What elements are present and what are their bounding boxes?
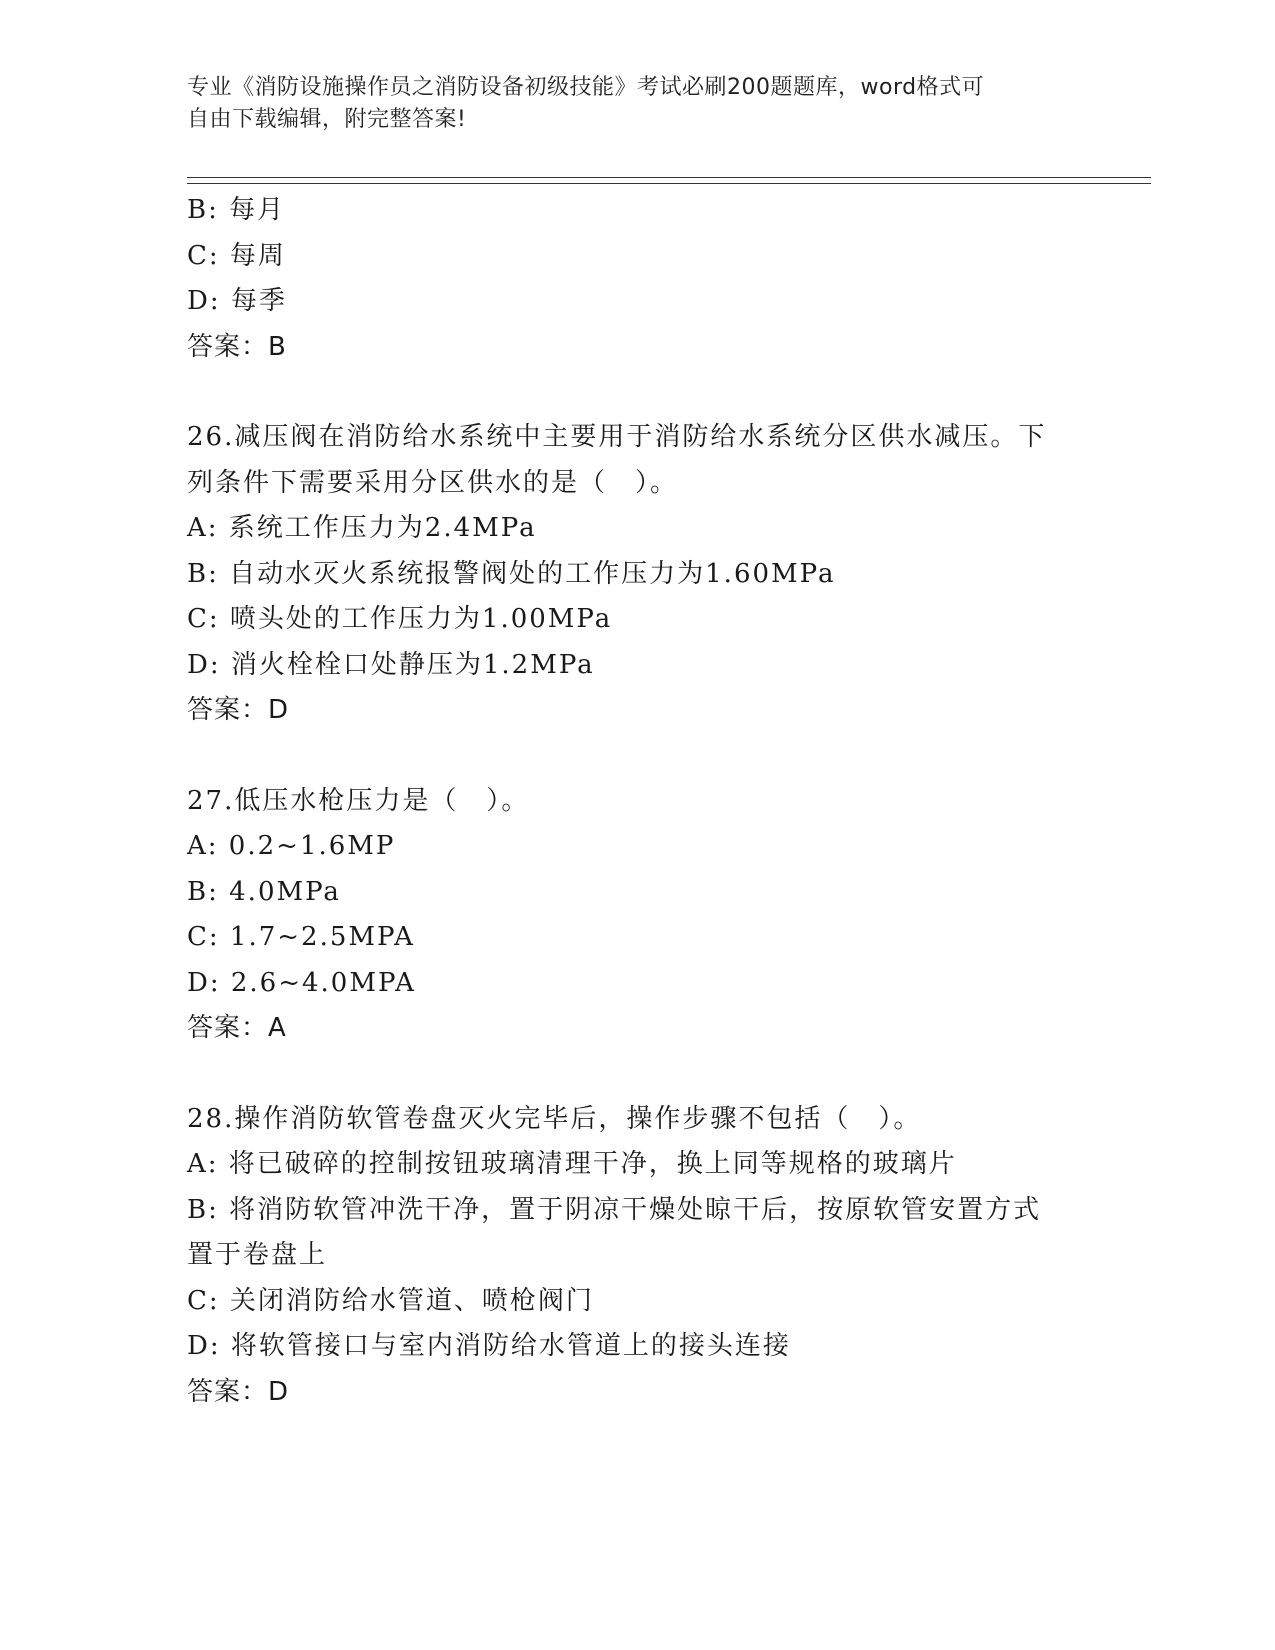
option-d: D: 每季 xyxy=(187,286,287,316)
option-a: A: 0.2~1.6MP xyxy=(187,831,396,861)
question-25-remainder xyxy=(187,188,1067,370)
answer-line: 答案：D xyxy=(187,1376,290,1407)
spacer xyxy=(187,370,1067,415)
option-c: C: 喷头处的工作压力为1.00MPa xyxy=(187,604,613,634)
header-divider xyxy=(187,177,1151,184)
spacer xyxy=(187,734,1067,779)
option-b-continued: 置于卷盘上 xyxy=(187,1240,328,1270)
answer-line: 答案：B xyxy=(187,331,287,362)
option-b: B: 自动水灭火系统报警阀处的工作压力为1.60MPa xyxy=(187,558,836,589)
option-d: D: 将软管接口与室内消防给水管道上的接头连接 xyxy=(187,1331,791,1361)
option-d: D: 2.6~4.0MPA xyxy=(187,967,416,998)
option-c: C: 每周 xyxy=(187,240,286,271)
answer-line: 答案：A xyxy=(187,1013,287,1043)
question-27 xyxy=(187,779,1067,1052)
header-line-1: 专业《消防设施操作员之消防设备初级技能》考试必刷200题题库，word格式可 xyxy=(187,75,985,100)
option-c: C: 关闭消防给水管道、喷枪阀门 xyxy=(187,1285,594,1316)
option-d: D: 消火栓栓口处静压为1.2MPa xyxy=(187,649,595,680)
answer-line: 答案：D xyxy=(187,695,290,725)
question-stem-line: 27.低压水枪压力是（ ）。 xyxy=(187,785,530,816)
question-stem-line: 28.操作消防软管卷盘灭火完毕后，操作步骤不包括（ ）。 xyxy=(187,1103,922,1134)
option-b: B: 每月 xyxy=(187,195,286,225)
option-b: B: 4.0MPa xyxy=(187,876,341,907)
option-b: B: 将消防软管冲洗干净，置于阴凉干燥处晾干后，按原软管安置方式 xyxy=(187,1194,1042,1225)
option-c: C: 1.7~2.5MPA xyxy=(187,922,415,952)
page-header xyxy=(187,72,1067,136)
question-stem-line: 列条件下需要采用分区供水的是（ ）。 xyxy=(187,467,679,498)
spacer xyxy=(187,1052,1067,1097)
question-28 xyxy=(187,1097,1067,1416)
option-a: A: 系统工作压力为2.4MPa xyxy=(187,513,537,543)
header-line-2: 自由下载编辑，附完整答案! xyxy=(187,107,467,132)
question-stem-line: 26.减压阀在消防给水系统中主要用于消防给水系统分区供水减压。下 xyxy=(187,422,1047,452)
question-list xyxy=(187,188,1067,1415)
option-a: A: 将已破碎的控制按钮玻璃清理干净，换上同等规格的玻璃片 xyxy=(187,1149,957,1179)
question-26 xyxy=(187,415,1067,734)
